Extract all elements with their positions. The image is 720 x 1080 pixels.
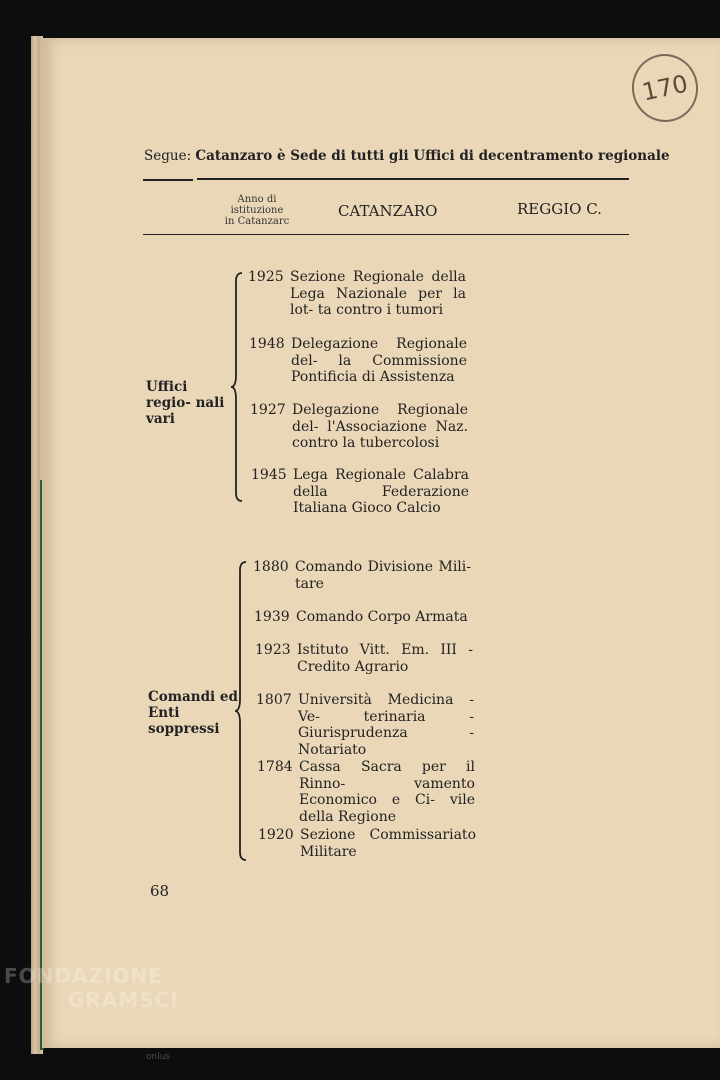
entry-year: 1925: [248, 269, 284, 285]
entry-text: Delegazione Regionale del- l'Associazione Naz. contro la tubercolosi: [292, 402, 468, 451]
entry-1945: [251, 467, 469, 517]
entry-1948: [249, 336, 467, 386]
entry-1927: [250, 402, 468, 452]
watermark-line-1: FONDAZIONE: [4, 964, 163, 988]
stamp-number: 170: [639, 69, 691, 107]
header-rule-short: [143, 179, 193, 181]
entry-1880: [253, 559, 471, 592]
page-header: [144, 148, 670, 164]
entry-1925: [248, 269, 466, 319]
entry-1920: [258, 827, 476, 860]
watermark-line-2: GRAMSCI: [68, 988, 179, 1012]
year-note-line-1: Anno di: [237, 194, 277, 205]
entry-text: Sezione Commissariato Militare: [300, 827, 476, 860]
entry-year: 1948: [249, 336, 285, 352]
fondazione-gramsci-watermark: [4, 964, 194, 1012]
archive-stamp: [626, 48, 705, 128]
brace-comandi: [234, 560, 250, 862]
entry-year: 1784: [257, 759, 293, 775]
section-label-comandi: Comandi ed Enti soppressi: [148, 689, 238, 737]
entry-text: Comando Corpo Armata: [296, 609, 468, 625]
entry-1807: [256, 692, 474, 758]
brace-uffici: [230, 271, 246, 503]
watermark-onlus: onlus: [146, 1052, 171, 1062]
entry-text: Sezione Regionale della Lega Nazionale per la lot- ta contro i tumori: [290, 269, 466, 318]
entry-year: 1923: [255, 642, 291, 658]
entry-text: Lega Regionale Calabra della Federazione Italiana Gioco Calcio: [293, 467, 469, 516]
entry-1939: [254, 609, 472, 626]
entry-text: Università Medicina - Ve- terinaria - Giurisprudenza - Notariato: [298, 692, 474, 758]
entry-text: Istituto Vitt. Em. III - Credito Agrario: [297, 642, 473, 675]
entry-text: Comando Divisione Mili- tare: [295, 559, 471, 592]
year-note-line-3: in Catanzarc: [224, 216, 290, 227]
year-column-note: [222, 194, 292, 227]
entry-1923: [255, 642, 473, 675]
header-rule-long: [197, 178, 629, 180]
section-label-uffici: Uffici regio- nali vari: [146, 379, 225, 427]
page-number: 68: [150, 882, 170, 900]
entry-text: Cassa Sacra per il Rinno- vamento Economico e Ci- vile della Regione: [299, 759, 475, 825]
column-reggio: REGGIO C.: [517, 200, 602, 218]
document-page: [42, 38, 720, 1048]
entry-year: 1807: [256, 692, 292, 708]
column-header-rule: [143, 234, 629, 235]
header-title: Catanzaro è Sede di tutti gli Uffici di decentramento regionale: [195, 148, 670, 164]
entry-1784: [257, 759, 475, 825]
year-note-line-2: istituzione: [230, 205, 284, 216]
entry-text: Delegazione Regionale del- la Commissione Pontificia di Assistenza: [291, 336, 467, 385]
entry-year: 1939: [254, 609, 290, 625]
column-catanzaro: CATANZARO: [338, 202, 438, 220]
header-prefix: Segue:: [144, 148, 192, 164]
entry-year: 1945: [251, 467, 287, 483]
entry-year: 1880: [253, 559, 289, 575]
entry-year: 1920: [258, 827, 294, 843]
entry-year: 1927: [250, 402, 286, 418]
